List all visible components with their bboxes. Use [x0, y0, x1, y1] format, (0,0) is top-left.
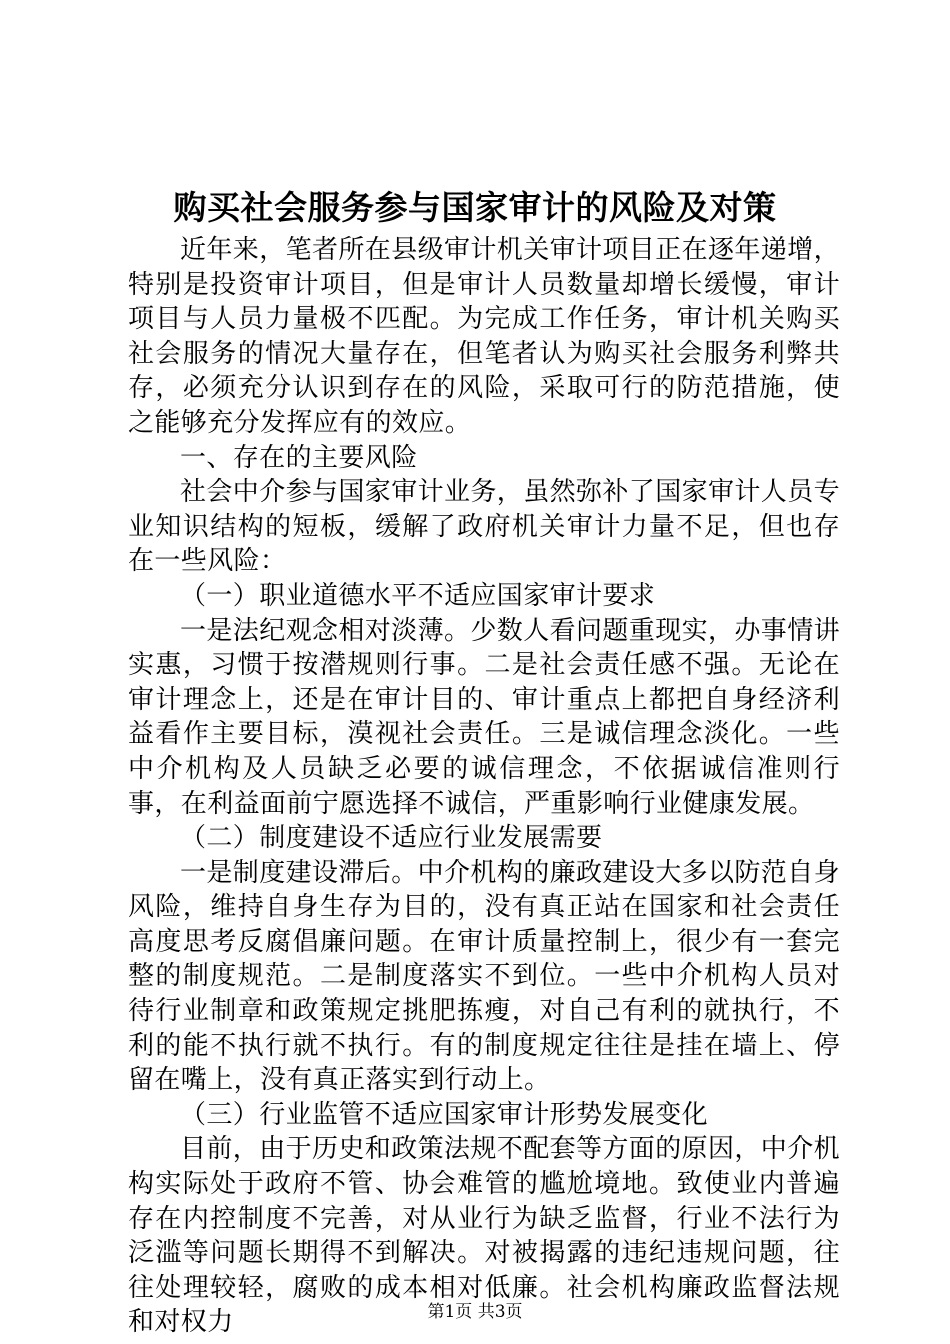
section-heading-1: 一、存在的主要风险	[180, 442, 418, 473]
page-number-footer: 第1页 共3页	[427, 1302, 523, 1322]
subsection-3-paragraph: 目前，由于历史和政策法规不配套等方面的原因，中介机构实际处于政府不管、协会难管的尴尬境地。致使业内普遍存在内控制度不完善，对从业行为缺乏监督，行业不法行为泛滥等问题长期得不到解决。对被揭露的违纪违规问题，往往处理较轻，腐败的成本相对低廉。社会机构廉政监督法规和对权力	[128, 1134, 841, 1338]
document-body	[128, 233, 840, 1340]
subsection-heading-2: （二）制度建设不适应行业发展需要	[180, 823, 603, 854]
intro-paragraph: 近年来，笔者所在县级审计机关审计项目正在逐年递增，特别是投资审计项目，但是审计人员数量却增长缓慢，审计项目与人员力量极不匹配。为完成工作任务，审计机关购买社会服务的情况大量存在，但笔者认为购买社会服务利弊共存，必须充分认识到存在的风险，采取可行的防范措施，使之能够充分发挥应有的效应。	[128, 235, 841, 438]
subsection-heading-3: （三）行业监管不适应国家审计形势发展变化	[180, 1099, 709, 1130]
subsection-2-paragraph: 一是制度建设滞后。中介机构的廉政建设大多以防范自身风险，维持自身生存为目的，没有真正站在国家和社会责任高度思考反腐倡廉问题。在审计质量控制上，很少有一套完整的制度规范。二是制度落实不到位。一些中介机构人员对待行业制章和政策规定挑肥拣瘦，对自己有利的就执行，不利的能不执行就不执行。有的制度规定往往是挂在墙上、停留在嘴上，没有真正落实到行动上。	[128, 857, 841, 1096]
section-1-paragraph: 社会中介参与国家审计业务，虽然弥补了国家审计人员专业知识结构的短板，缓解了政府机关审计力量不足，但也存在一些风险：	[128, 477, 841, 577]
subsection-1-paragraph: 一是法纪观念相对淡薄。少数人看问题重现实，办事情讲实惠，习惯于按潜规则行事。二是社会责任感不强。无论在审计理念上，还是在审计目的、审计重点上都把自身经济利益看作主要目标，漠视社会责任。三是诚信理念淡化。一些中介机构及人员缺乏必要的诚信理念，不依据诚信准则行事，在利益面前宁愿选择不诚信，严重影响行业健康发展。	[128, 615, 841, 819]
document-title: 购买社会服务参与国家审计的风险及对策	[173, 188, 777, 227]
subsection-heading-1: （一）职业道德水平不适应国家审计要求	[180, 580, 656, 611]
